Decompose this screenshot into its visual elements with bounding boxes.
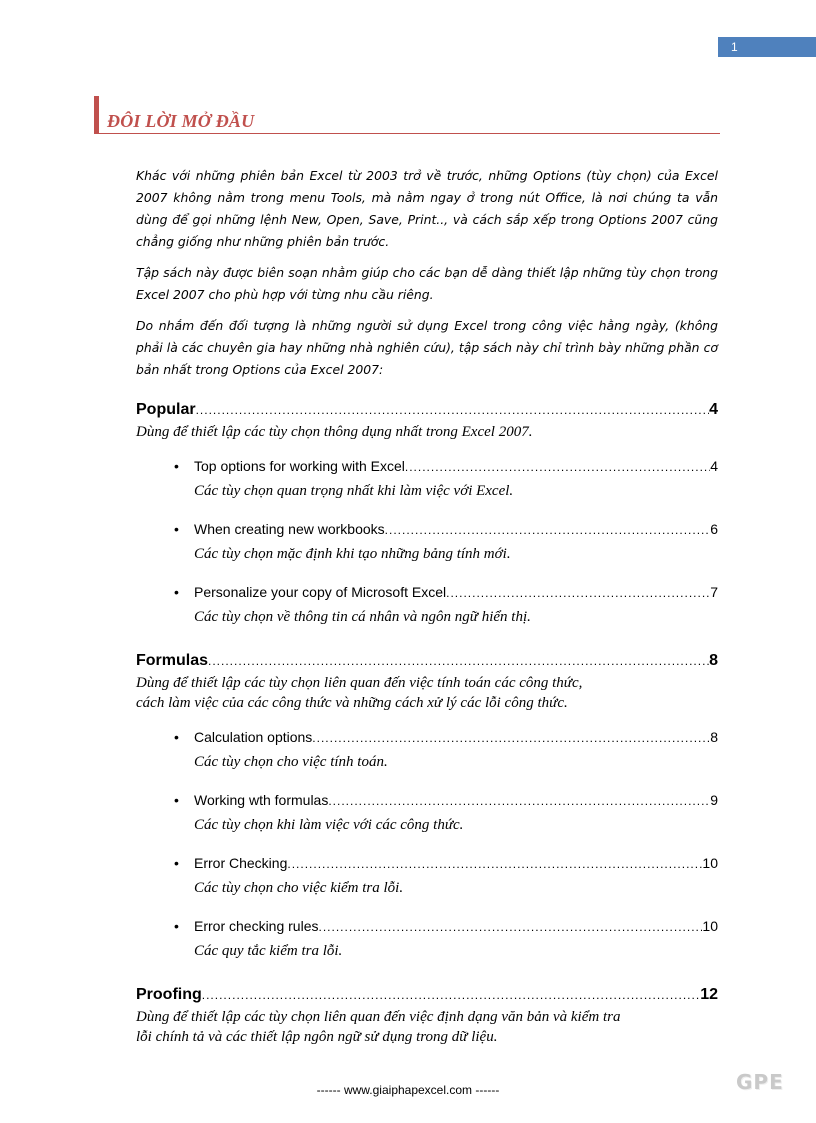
page-number-badge: 1 bbox=[718, 37, 816, 57]
toc-subitem bbox=[136, 853, 718, 899]
toc-subitem-title: • Top options for working with Excel bbox=[194, 458, 405, 474]
toc-section-popular bbox=[136, 398, 718, 628]
toc-subitem-description: Các tùy chọn về thông tin cá nhân và ngôn ngữ hiển thị. bbox=[194, 609, 531, 625]
toc-subitem-entry[interactable] bbox=[194, 582, 718, 603]
toc-section-description: cách làm việc của các công thức và những cách xử lý các lỗi công thức. bbox=[136, 695, 568, 711]
section-heading: ĐÔI LỜI MỞ ĐẦU bbox=[107, 111, 255, 131]
heading-accent-bar bbox=[94, 96, 99, 134]
toc-subitem-entry[interactable] bbox=[194, 916, 718, 937]
heading-underline bbox=[94, 133, 720, 134]
toc-subitem-description: Các tùy chọn khi làm việc với các công thức. bbox=[194, 817, 464, 833]
toc-leader-dots bbox=[202, 983, 700, 1007]
toc-page-number: 6 bbox=[710, 521, 718, 537]
toc-page-number: 10 bbox=[702, 918, 718, 934]
toc-section-title: Popular bbox=[136, 401, 196, 418]
toc-section-title: Formulas bbox=[136, 652, 209, 669]
toc-subitem bbox=[136, 727, 718, 773]
toc-section-description: Dùng để thiết lập các tùy chọn liên quan đến việc tính toán các công thức, bbox=[136, 675, 583, 691]
toc-section-description: lỗi chính tả và các thiết lập ngôn ngữ sử dụng trong dữ liệu. bbox=[136, 1029, 498, 1045]
toc-leader-dots bbox=[319, 917, 703, 937]
toc-subitem-title: • Error checking rules bbox=[194, 918, 319, 934]
page-footer[interactable]: ------ www.giaiphapexcel.com ------ bbox=[316, 1083, 500, 1097]
toc-subitem-title: • When creating new workbooks bbox=[194, 521, 385, 537]
toc-subitem-entry[interactable] bbox=[194, 727, 718, 748]
toc-subitem-title: • Error Checking bbox=[194, 855, 288, 871]
toc-leader-dots bbox=[287, 854, 702, 874]
toc-section-title: Proofing bbox=[136, 986, 202, 1003]
intro-paragraph: Khác với những phiên bản Excel từ 2003 trở về trước, những Options (tùy chọn) của Excel 2007 không nằm trong menu Tools, mà nằm ngay ở trong nút Office, là nơi chúng ta vẫn dùng để gọi những lệnh New, Open, Save, Print.., và cách sắp xếp trong Options 2007 cũng chẳng giống như những phiên bản trước. bbox=[136, 168, 718, 249]
toc-subitem bbox=[136, 456, 718, 502]
toc-subitem bbox=[136, 790, 718, 836]
toc-leader-dots bbox=[446, 583, 710, 603]
intro-text bbox=[136, 165, 718, 390]
toc-subitem-entry[interactable] bbox=[194, 519, 718, 540]
toc-leader-dots bbox=[208, 649, 709, 673]
toc-subitem-description: Các tùy chọn cho việc tính toán. bbox=[194, 754, 388, 770]
toc-section-proofing bbox=[136, 983, 718, 1047]
toc-subitem-description: Các quy tắc kiểm tra lỗi. bbox=[194, 943, 343, 959]
toc-leader-dots bbox=[328, 791, 710, 811]
toc-leader-dots bbox=[385, 520, 711, 540]
toc-subitem-entry[interactable] bbox=[194, 790, 718, 811]
table-of-contents bbox=[136, 398, 718, 1047]
toc-page-number: 8 bbox=[710, 729, 718, 745]
toc-entry-proofing[interactable] bbox=[136, 983, 718, 1007]
toc-entry-formulas[interactable] bbox=[136, 649, 718, 673]
toc-section-formulas bbox=[136, 649, 718, 962]
toc-subitem-entry[interactable] bbox=[194, 456, 718, 477]
toc-subitem-title: • Working wth formulas bbox=[194, 792, 329, 808]
intro-paragraph: Tập sách này được biên soạn nhằm giúp cho các bạn dễ dàng thiết lập những tùy chọn trong Excel 2007 cho phù hợp với từng nhu cầu riêng. bbox=[136, 265, 718, 302]
toc-subitem bbox=[136, 582, 718, 628]
toc-subitems bbox=[136, 456, 718, 628]
gpe-logo: GPE bbox=[736, 1070, 784, 1094]
toc-page-number: 4 bbox=[710, 458, 718, 474]
toc-page-number: 10 bbox=[702, 855, 718, 871]
toc-subitem-title: • Personalize your copy of Microsoft Excel bbox=[194, 584, 447, 600]
toc-subitem-entry[interactable] bbox=[194, 853, 718, 874]
toc-subitem bbox=[136, 916, 718, 962]
toc-page-number: 4 bbox=[709, 401, 718, 418]
toc-subitems bbox=[136, 727, 718, 962]
toc-page-number: 8 bbox=[709, 652, 718, 669]
toc-leader-dots bbox=[405, 457, 710, 477]
toc-page-number: 12 bbox=[700, 986, 718, 1003]
toc-subitem-description: Các tùy chọn cho việc kiểm tra lỗi. bbox=[194, 880, 404, 896]
toc-page-number: 7 bbox=[710, 584, 718, 600]
toc-subitem-description: Các tùy chọn mặc định khi tạo những bảng tính mới. bbox=[194, 546, 511, 562]
toc-section-description: Dùng để thiết lập các tùy chọn liên quan đến việc định dạng văn bản và kiểm tra bbox=[136, 1009, 621, 1025]
toc-subitem-title: • Calculation options bbox=[194, 729, 313, 745]
toc-subitem-description: Các tùy chọn quan trọng nhất khi làm việc với Excel. bbox=[194, 483, 514, 499]
toc-entry-popular[interactable] bbox=[136, 398, 718, 422]
toc-leader-dots bbox=[196, 398, 710, 422]
toc-leader-dots bbox=[312, 728, 710, 748]
intro-paragraph: Do nhắm đến đối tượng là những người sử dụng Excel trong công việc hằng ngày, (không phải là các chuyên gia hay những nhà nghiên cứu), tập sách này chỉ trình bày những phần cơ bản nhất trong Options của Excel 2007: bbox=[136, 318, 718, 377]
toc-subitem bbox=[136, 519, 718, 565]
toc-section-description: Dùng để thiết lập các tùy chọn thông dụng nhất trong Excel 2007. bbox=[136, 424, 533, 440]
toc-page-number: 9 bbox=[710, 792, 718, 808]
